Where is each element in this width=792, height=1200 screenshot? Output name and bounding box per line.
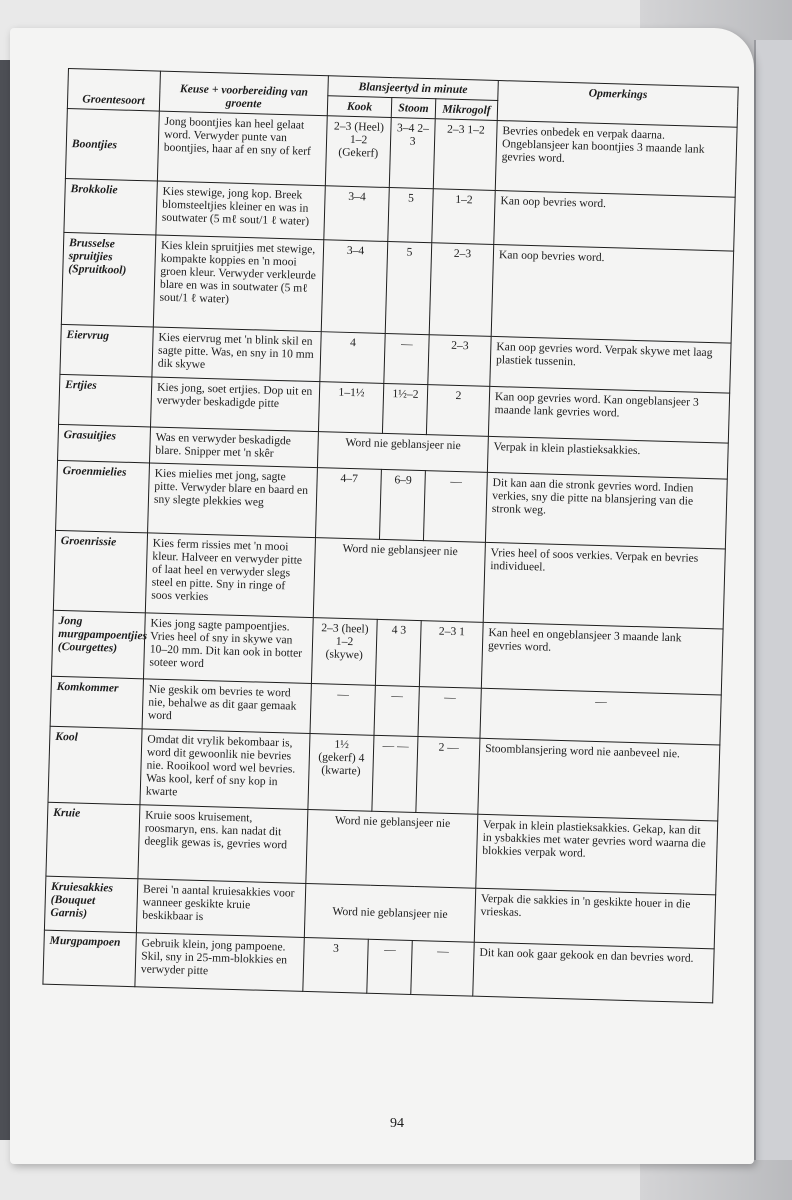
mikrogolf-time: 2–3 1 [419, 621, 483, 689]
kook-time: 2–3 (heel) 1–2 (skywe) [311, 618, 377, 686]
stoom-time: 5 [385, 241, 432, 334]
opmerking-text: Kan oop bevries word. [491, 244, 733, 343]
vegetable-name: Grasuitjies [58, 424, 151, 463]
opmerking-text: Bevries onbedek en verpak daarna. Ongeblansjeer kan boontjies 3 maande lank gevries word. [495, 120, 737, 197]
header-mikrogolf: Mikrogolf [435, 99, 498, 121]
opmerking-text: Dit kan aan die stronk gevries word. Indien verkies, sny die pitte na blansjering van die stronk weg. [485, 472, 727, 549]
header-blansjeertyd: Blansjeertyd in minute [328, 76, 499, 101]
preparation-text: Gebruik klein, jong pampoene. Skil, sny in 25-mm-blokkies en verwyder pitte [135, 933, 304, 992]
header-keuse: Keuse + voorbereiding van groente [159, 71, 328, 116]
stoom-time: — [374, 685, 419, 736]
vegetable-name: Ertjies [59, 374, 152, 427]
opmerking-text: Stoomblansjering word nie aanbeveel nie. [478, 738, 720, 821]
preparation-text: Kies eiervrug met 'n blink skil en sagte pitte. Was, en sny in 10 mm dik skywe [152, 327, 321, 382]
stoom-time: 1½–2 [382, 383, 427, 434]
preparation-text: Kies stewige, jong kop. Breek blomsteeltjies kleiner en was in soutwater (5 mℓ sout/1 ℓ water) [156, 181, 325, 240]
vegetable-name: Brusselse spruitjies (Spruitkool) [61, 232, 156, 327]
vegetable-name: Murgpampoen [43, 930, 136, 987]
blanching-merged: Word nie geblansjeer nie [313, 538, 485, 623]
vegetable-name: Kool [48, 726, 142, 805]
kook-time: 1–1½ [318, 382, 383, 434]
kook-time: 1½ (gekerf) 4 (kwarte) [308, 733, 374, 811]
vegetable-name: Boontjies [65, 108, 159, 181]
opmerking-text: Dit kan ook gaar gekook en dan bevries word. [473, 942, 714, 1003]
mikrogolf-time: 1–2 [432, 189, 495, 245]
book-page [10, 28, 754, 1164]
vegetable-name: Kruiesakkies (Bouquet Garnis) [44, 876, 137, 933]
vegetable-name: Brokkolie [64, 178, 157, 235]
page-number: 94 [390, 1116, 404, 1131]
kook-time: 2–3 (Heel) 1–2 (Gekerf) [325, 116, 391, 188]
preparation-text: Nie geskik om bevries te word nie, behalwe as dit gaar gemaak word [142, 679, 311, 734]
preparation-text: Jong boontjies kan heel gelaat word. Verwyder punte van boontjies, haar af en sny of kerf [157, 111, 327, 186]
mikrogolf-time: — [423, 471, 487, 543]
preparation-text: Berei 'n aantal kruiesakkies voor wanneer geskikte kruie beskikbaar is [136, 879, 305, 938]
opmerking-text: Kan heel en ongeblansjeer 3 maande lank gevries word. [481, 622, 723, 695]
vegetable-name: Eiervrug [60, 324, 153, 377]
mikrogolf-time: — [418, 687, 481, 739]
table-wrapper [40, 68, 738, 1096]
mikrogolf-time: 2–3 [428, 335, 491, 387]
opmerking-text: Kan oop bevries word. [494, 190, 735, 251]
kook-time: 4 [320, 332, 385, 384]
book-cover-right [754, 40, 792, 1160]
header-stoom: Stoom [391, 98, 436, 119]
opmerking-text: Verpak die sakkies in 'n geskikte houer in die vrieskas. [474, 888, 715, 949]
kook-time: 4–7 [315, 468, 381, 540]
kook-time: 3–4 [321, 240, 388, 334]
vegetable-name: Groenmielies [56, 460, 150, 533]
preparation-text: Kies ferm rissies met 'n mooi kleur. Halveer en verwyder pitte of laat heel en verwyder slegs steel en pitte. Sny in ringe of soos verkies [145, 533, 315, 618]
preparation-text: Omdat dit vrylik bekombaar is, word dit gewoonlik nie bevries nie. Rooikool word wel bevries. Was kool, kerf of sny kop in kwarte [140, 729, 310, 810]
blanching-merged: Word nie geblansjeer nie [317, 432, 488, 473]
stoom-time: — [384, 333, 429, 384]
blanching-merged: Word nie geblansjeer nie [306, 809, 478, 888]
opmerking-text: Verpak in klein plastieksakkies. [487, 436, 728, 479]
header-opmerkings: Opmerkings [497, 81, 738, 128]
blanching-merged: Word nie geblansjeer nie [304, 883, 475, 942]
mikrogolf-time: 2–3 1–2 [433, 119, 497, 191]
vegetable-name: Komkommer [50, 676, 143, 729]
header-groentesoort: Groentesoort [67, 69, 160, 112]
preparation-text: Kruie soos kruisement, roosmaryn, ens. kan nadat dit deeglik gewas is, gevries word [138, 805, 308, 884]
mikrogolf-time: 2 — [416, 737, 480, 815]
opmerking-text: — [480, 688, 721, 745]
vegetable-name: Jong murgpampoentjies (Courgettes) [52, 610, 146, 679]
opmerking-text: Kan oop gevries word. Verpak skywe met laag plastiek tussenin. [490, 336, 731, 393]
opmerking-text: Vries heel of soos verkies. Verpak en bevries individueel. [483, 542, 725, 629]
preparation-text: Kies jong sagte pampoentjies. Vries heel of sny in skywe van 10–20 mm. Dit kan ook in botter soteer word [143, 613, 313, 684]
stoom-time: 3–4 2–3 [389, 118, 435, 189]
kook-time: 3 [303, 937, 368, 993]
kook-time: 3–4 [324, 186, 389, 242]
header-kook: Kook [327, 96, 392, 118]
preparation-text: Was en verwyder beskadigde blare. Snipper met 'n skêr [150, 427, 319, 468]
preparation-text: Kies klein spruitjies met stewige, kompakte koppies en 'n mooi groen kleur. Verwyder verkleurde blare en was in soutwater (5 mℓ sout/1 ℓ water) [153, 235, 324, 332]
stoom-time: 5 [388, 187, 433, 242]
blanching-table [42, 68, 738, 1003]
kook-time: — [310, 684, 375, 736]
mikrogolf-time: 2 [426, 385, 489, 437]
stoom-time: — — [372, 735, 418, 812]
vegetable-name: Kruie [46, 802, 140, 879]
stoom-time: — [367, 939, 412, 994]
preparation-text: Kies mielies met jong, sagte pitte. Verwyder blare en baard en sny slegte plekkies weg [148, 463, 318, 538]
vegetable-name: Groenrissie [53, 530, 147, 613]
opmerking-text: Kan oop gevries word. Kan ongeblansjeer 3 maande lank gevries word. [488, 386, 729, 443]
mikrogolf-time: 2–3 [429, 243, 494, 337]
mikrogolf-time: — [411, 940, 474, 996]
opmerking-text: Verpak in klein plastieksakkies. Gekap, kan dit in ysbakkies met water gevries word waarna die blokkies verpak word. [476, 814, 718, 895]
preparation-text: Kies jong, soet ertjies. Dop uit en verwyder beskadigde pitte [151, 377, 320, 432]
stoom-time: 6–9 [379, 469, 425, 540]
stoom-time: 4 3 [375, 619, 421, 686]
